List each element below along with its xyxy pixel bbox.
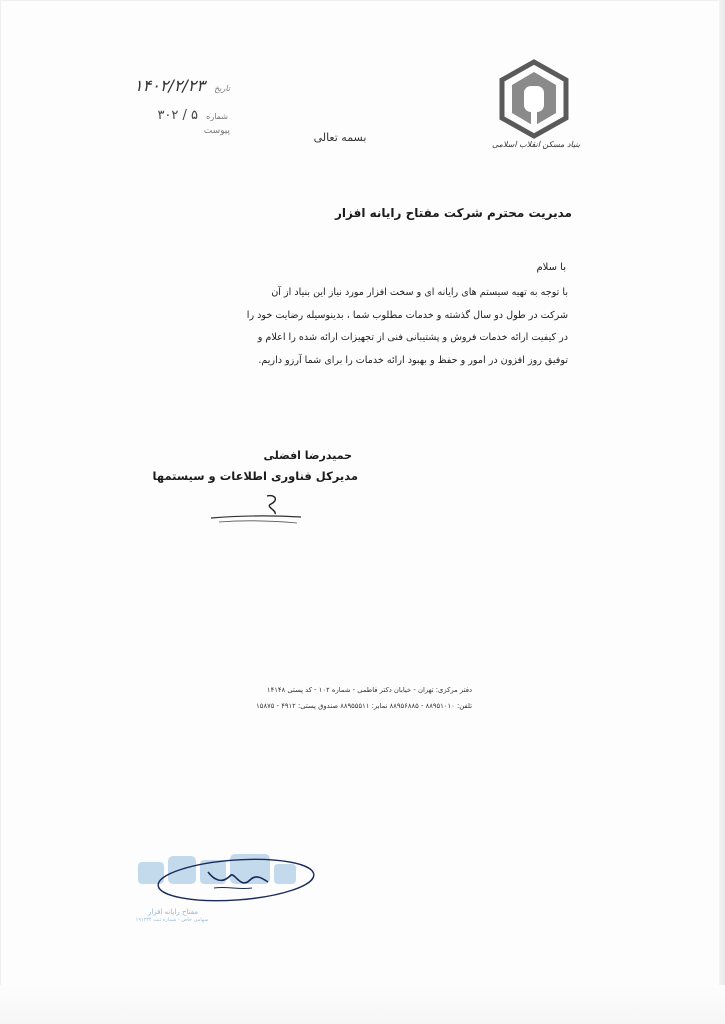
scan-edge — [719, 0, 725, 1024]
stamp-company-name: مفتاح رایانه افزار — [147, 908, 199, 916]
scan-bottom-shadow — [0, 985, 725, 1024]
signatory-title: مدیرکل فناوری اطلاعات و سیستمها — [152, 469, 358, 483]
recipient: مدیریت محترم شرکت مفتاح رایانه افزار — [334, 206, 572, 220]
letter-attachment: پیوست — [203, 126, 230, 136]
letter-body — [150, 282, 568, 372]
greeting: با سلام — [536, 262, 566, 273]
foundation-logo-icon — [494, 58, 574, 150]
letter-number: شماره ۵ / ۳۰۲ — [157, 108, 228, 123]
letter-date: تاریخ ۱۴۰۲/۲/۲۳ — [134, 76, 230, 95]
signatory-name: حمیدرضا افضلی — [263, 449, 352, 462]
body-line: توفیق روز افزون در امور و حفظ و بهبود ارائه خدمات را برای شما آرزو داریم. — [258, 354, 568, 366]
footer-contact: تلفن: ۸۸۹۵۱۰۱۰ - ۸۸۹۵۶۸۸۵ نمابر: ۸۸۹۵۵۵۱۱ صندوق پستی: ۴۹۱۲ - ۱۵۸۷۵ — [256, 702, 472, 710]
body-line: با توجه به تهیه سیستم های رایانه ای و سخت افزار مورد نیاز این بنیاد از آن — [271, 287, 568, 298]
footer-address: دفتر مرکزی: تهران - خیابان دکتر فاطمی - شماره ۱۰۲ - کد پستی ۱۴۱۴۸ — [266, 686, 472, 694]
basmala: بسمه تعالی — [313, 131, 367, 144]
body-line: شرکت در طول دو سال گذشته و خدمات مطلوب شما ، بدینوسیله رضایت خود را — [246, 309, 568, 321]
stamp-registration: سهامی خاص - شماره ثبت ۱۹۱۲۳۴ — [135, 917, 209, 923]
foundation-name: بنیاد مسکن انقلاب اسلامی — [491, 140, 581, 149]
body-line: در کیفیت ارائه خدمات فروش و پشتیبانی فنی از تجهیزات ارائه شده را اعلام و — [257, 332, 568, 344]
handwritten-signature — [205, 490, 305, 530]
